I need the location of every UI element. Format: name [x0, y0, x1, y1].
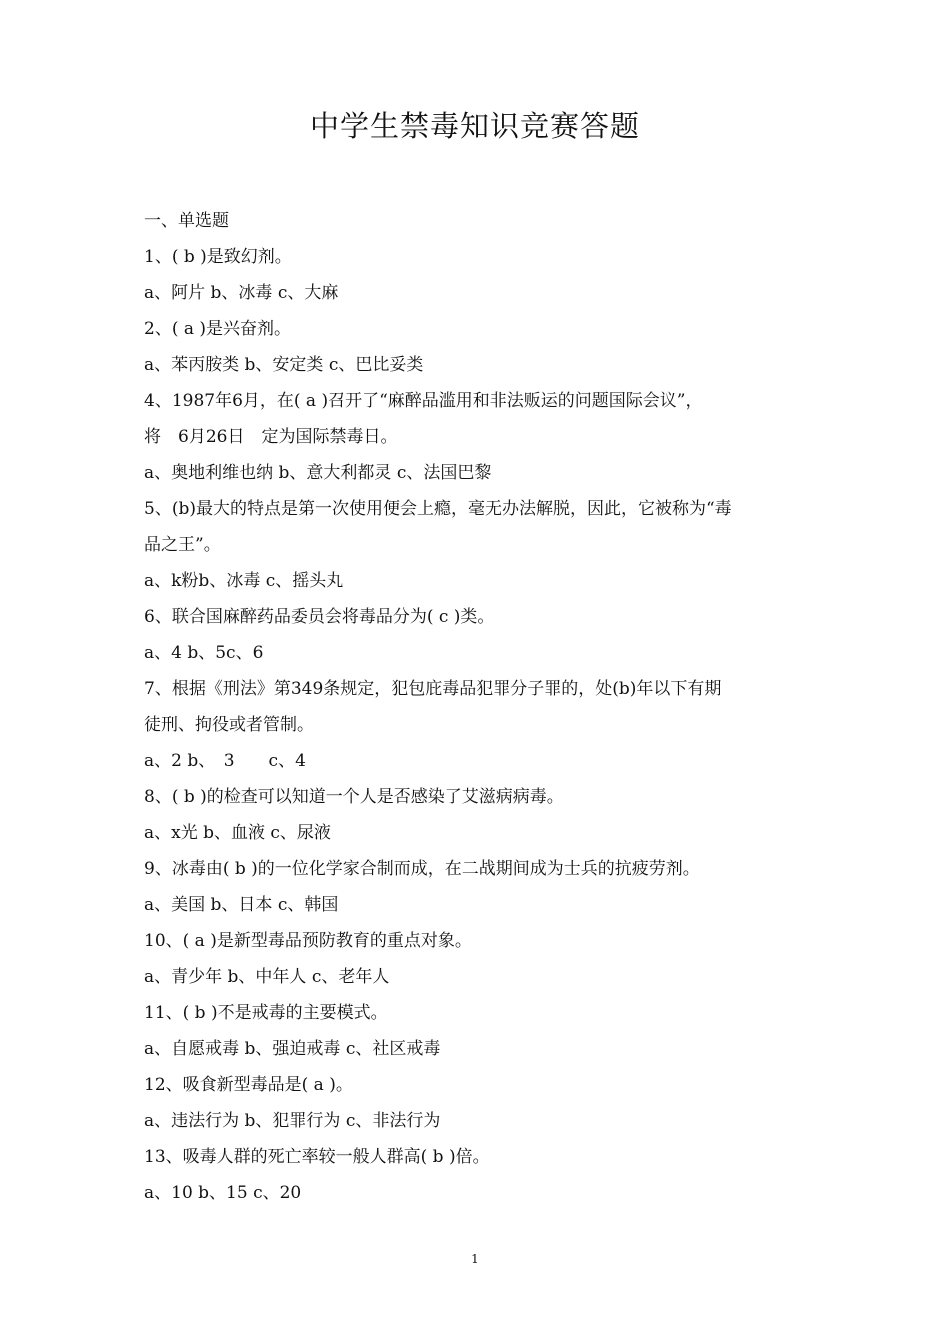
options-7: a、2 b、 3 c、4 — [144, 751, 306, 771]
options-10: a、青少年 b、中年人 c、老年人 — [144, 967, 390, 987]
options-1: a、阿片 b、冰毒 c、大麻 — [144, 283, 339, 303]
section-heading: 一、单选题 — [144, 211, 229, 231]
options-5: a、k粉b、冰毒 c、摇头丸 — [144, 571, 344, 591]
options-8: a、x光 b、血液 c、尿液 — [144, 823, 331, 843]
question-7: 7、根据《刑法》第349条规定，犯包庇毒品犯罪分子罪的，处(b)年以下有期 — [144, 679, 722, 699]
question-4-continued: 将 6月26日 定为国际禁毒日。 — [144, 427, 398, 447]
options-13: a、10 b、15 c、20 — [144, 1183, 302, 1203]
question-12: 12、吸食新型毒品是( a )。 — [144, 1075, 353, 1095]
question-5: 5、(b)最大的特点是第一次使用便会上瘾，毫无办法解脱，因此，它被称为“毒 — [144, 499, 732, 519]
page-title: 中学生禁毒知识竞赛答题 — [309, 109, 640, 143]
options-9: a、美国 b、日本 c、韩国 — [144, 895, 339, 915]
options-2: a、苯丙胺类 b、安定类 c、巴比妥类 — [144, 355, 424, 375]
question-13: 13、吸毒人群的死亡率较一般人群高( b )倍。 — [144, 1147, 490, 1167]
question-2: 2、( a )是兴奋剂。 — [144, 319, 292, 339]
question-11: 11、( b )不是戒毒的主要模式。 — [144, 1003, 388, 1023]
page-number: 1 — [471, 1252, 479, 1266]
question-7-continued: 徒刑、拘役或者管制。 — [144, 715, 314, 735]
question-10: 10、( a )是新型毒品预防教育的重点对象。 — [144, 931, 472, 951]
options-4: a、奥地利维也纳 b、意大利都灵 c、法国巴黎 — [144, 463, 492, 483]
options-11: a、自愿戒毒 b、强迫戒毒 c、社区戒毒 — [144, 1039, 441, 1059]
question-5-continued: 品之王”。 — [144, 535, 221, 555]
question-9: 9、冰毒由( b )的一位化学家合制而成，在二战期间成为士兵的抗疲劳剂。 — [144, 859, 700, 879]
options-6: a、4 b、5c、6 — [144, 643, 264, 663]
question-8: 8、( b )的检查可以知道一个人是否感染了艾滋病病毒。 — [144, 787, 564, 807]
question-6: 6、联合国麻醉药品委员会将毒品分为( c )类。 — [144, 607, 495, 627]
document-body — [144, 203, 814, 1211]
options-12: a、违法行为 b、犯罪行为 c、非法行为 — [144, 1111, 441, 1131]
question-1: 1、( b )是致幻剂。 — [144, 247, 292, 267]
question-4: 4、1987年6月，在( a )召开了“麻醉品滥用和非法贩运的问题国际会议”， — [144, 391, 703, 411]
